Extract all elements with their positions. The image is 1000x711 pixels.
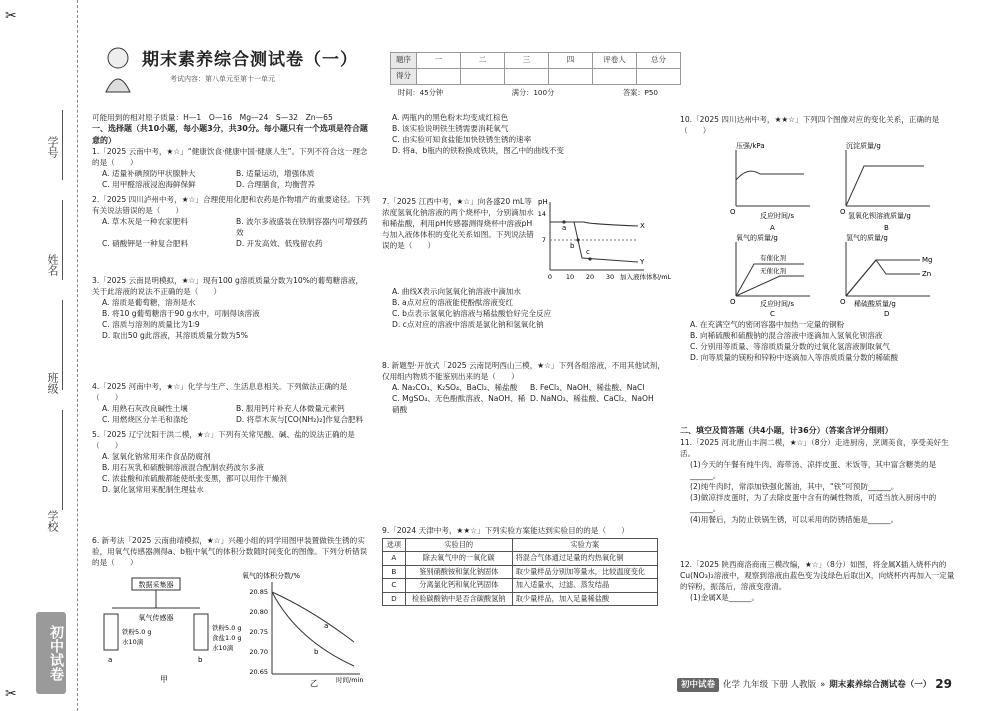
divider bbox=[62, 410, 63, 510]
svg-text:D: D bbox=[884, 310, 890, 318]
svg-text:a: a bbox=[562, 224, 567, 232]
svg-text:c: c bbox=[586, 248, 590, 256]
exam-title: 期末素养综合测试卷（一） bbox=[142, 50, 358, 70]
binding-margin bbox=[0, 0, 78, 711]
svg-text:O: O bbox=[730, 208, 736, 216]
divider bbox=[62, 300, 63, 390]
scissors-icon: ✂ bbox=[5, 8, 17, 24]
svg-text:20: 20 bbox=[585, 273, 595, 281]
svg-text:O: O bbox=[840, 298, 846, 306]
name-label: 姓名 bbox=[45, 254, 59, 276]
svg-text:b: b bbox=[198, 656, 203, 665]
graph-C bbox=[730, 233, 810, 318]
svg-text:O: O bbox=[730, 298, 736, 306]
svg-text:A: A bbox=[770, 224, 775, 232]
svg-text:pH: pH bbox=[538, 198, 548, 206]
question-12: 12.「2025 陕西商洛商南三模改编，★☆」（8分）如图，将金属X插入烧杯内的Cu(NO₃)₂溶液中，观察到溶液由蓝色变为浅绿色后取出X，向烧杯内再加入一定量的锌粉，振荡后，溶液变澄清。 (1)金属X是______。 bbox=[680, 559, 955, 602]
svg-text:14: 14 bbox=[537, 210, 546, 218]
svg-text:X: X bbox=[640, 222, 645, 230]
column-2 bbox=[382, 112, 672, 608]
svg-text:氧气的质量/g: 氧气的质量/g bbox=[736, 234, 778, 242]
column-1 bbox=[92, 112, 370, 688]
mascot-icon bbox=[100, 44, 136, 94]
curve-b bbox=[272, 592, 354, 666]
svg-text:O: O bbox=[840, 208, 846, 216]
svg-text:时间/min: 时间/min bbox=[336, 676, 364, 685]
svg-text:Mg: Mg bbox=[922, 256, 933, 264]
svg-text:氢氧化钡溶液质量/g: 氢氧化钡溶液质量/g bbox=[848, 212, 911, 220]
question-11: 11.「2025 河北唐山丰润二模，★☆」（8分）走进厨房，烹调美食，享受美好生活。 (1)今天的午餐有纯牛肉、海带汤、凉拌皮蛋、米饭等，其中富含糖类的是______。 (2)纯牛肉时，常添加铁强化酱油，其中，“铁”可预防______。 (3)做凉拌皮蛋时，为了去除皮蛋中含有的碱性物质，可适当放入厨房中的______。 (4)用餐后，为防止铁锅生锈，可以采用的防锈措施是______。 bbox=[680, 437, 949, 524]
svg-text:B: B bbox=[884, 224, 889, 232]
question-2: 2.「2025 四川泸州中考，★☆」合理使用化肥和农药是作物增产的重要途径。下列有关说法错误的是（ ） A. 草木灰是一种农家肥料 B. 波尔多液盛装在铁制容器内可增强药效 C. 硝酸钾是一种复合肥料 D. 开发高效、低残留农药 bbox=[92, 195, 371, 249]
svg-text:稀硫酸质量/g: 稀硫酸质量/g bbox=[854, 300, 896, 308]
question-10-options: A. 在充满空气的密闭容器中加热一定量的铜粉 B. 向稀硫酸和硫酸钠的混合溶液中逐滴加入氢氧化钡溶液 C. 分别用等质量、等溶质质量分数的过氧化氢溶液制取氧气 D. 向等质量的镁粉和锌粉中逐滴加入等溶质质量分数的稀硫酸 bbox=[690, 320, 899, 362]
b-label-2: 食盐1.0 g bbox=[212, 634, 242, 643]
question-6-options: A. 两瓶内的黑色粉末均变成红棕色 B. 该实验说明铁生锈需要消耗氧气 C. 由实验可知食盐能加快铁锈生锈的速率 D. 将a、b瓶内的铁粉换成铁块，图乙中的曲线不变 bbox=[392, 113, 565, 155]
q10-graphs bbox=[680, 136, 956, 316]
svg-text:b: b bbox=[570, 242, 575, 250]
svg-text:30: 30 bbox=[605, 273, 615, 281]
svg-text:反应时间/s: 反应时间/s bbox=[760, 212, 795, 220]
svg-text:0: 0 bbox=[547, 273, 553, 281]
question-7-options: A. 曲线X表示向氢氧化钠溶液中滴加水 B. a点对应的溶液能使酚酞溶液变红 C. b点表示氢氧化钠溶液与稀盐酸恰好完全反应 D. c点对应的溶液中溶质是氯化钠和氢氧化钠 bbox=[392, 287, 552, 329]
svg-text:有催化剂: 有催化剂 bbox=[760, 254, 786, 262]
svg-text:10: 10 bbox=[565, 273, 575, 281]
svg-text:a: a bbox=[324, 622, 329, 631]
svg-text:压强/kPa: 压强/kPa bbox=[736, 142, 765, 150]
question-5: 5.「2025 辽宁沈阳于洪二模，★☆」下列有关常见酸、碱、盐的说法正确的是（ ） A. 氢氧化钠常用来作食品防腐剂 B. 用石灰乳和硫酸铜溶液混合配制农药波尔多液 C. 浓盐酸和浓硫酸都能使纸张变黑，都可以用作干燥剂 D. 氯化氢常用来配制生理盐水 bbox=[92, 430, 355, 495]
svg-text:Zn: Zn bbox=[922, 270, 932, 278]
svg-text:氧气传感器: 氧气传感器 bbox=[138, 614, 174, 623]
svg-text:加入液体体积/mL: 加入液体体积/mL bbox=[620, 273, 672, 281]
svg-text:氢气的质量/g: 氢气的质量/g bbox=[846, 234, 888, 242]
question-9: 9.「2024 天津中考，★★☆」下列实验方案能达到实验目的的是（ ） 选项 实验目的 实验方案 A 除去氧气中的一氧化碳 将混合气体通过足量的灼热氧化铜 B 鉴别硝酸铵和氯化钠固体 取少量样品分别加等量水，比较温度变化 C 分离氯化钙和氧化钙固体 加入适量水，过滤、蒸发结晶 D 检验碳酸钠中是否含碳酸氢钠 取少量样品，加入足量稀盐酸 bbox=[382, 525, 668, 606]
svg-text:a: a bbox=[108, 656, 113, 665]
question-8: 8. 新题型·开放式「2025 云南昆明西山三模，★☆」下列各组溶液，不用其他试剂，仅用组内物质不能鉴别出来的是（ ） A. Na₂CO₃、K₂SO₄、BaCl₂、稀盐酸 B. FeCl₃、NaOH、稀盐酸、NaCl C. MgSO₄、无色酚酞溶液、NaOH、稀硝酸 D. NaNO₃、稀盐酸、CaCl₂、NaOH bbox=[382, 361, 665, 414]
scissors-icon: ✂ bbox=[5, 686, 17, 702]
class-label: 班级 bbox=[45, 372, 59, 394]
page-number: 29 bbox=[935, 677, 952, 691]
point-b bbox=[576, 238, 579, 241]
question-1: 1.「2025 云南中考，★☆」“健康饮食·健康中国·健康人生”。下列不符合这一理念的是（ ） A. 适量补碘预防甲状腺肿大 B. 适量运动，增强体质 C. 用甲醛溶液浸泡海鲜保鲜 D. 合理膳食，均衡营养 bbox=[92, 147, 368, 190]
question-6: 6. 新考法「2025 云南曲靖模拟，★☆」兴趣小组的同学用图甲装置做铁生锈的实验，用氧气传感器测得a、b瓶中氧气的体积分数随时间变化的图像。下列分析错误的是（ ） bbox=[92, 536, 368, 568]
score-table: 题序 一 二 三 四 评卷人 总分 得分 bbox=[390, 52, 681, 85]
question-7: 7.「2025 江西中考，★☆」向各盛20 mL等浓度氢氧化钠溶液的两个烧杯中，分别滴加水和稀盐酸，利用pH传感器测得烧杯中溶液pH与加入液体体积的变化关系如图。下列说法错误的是（ ） pH 14 7 a b c X Y 0 10 20 30 加入液体体积/mL bbox=[382, 196, 668, 286]
exam-meta: 时间：45分钟 满分：100分 答案：P50 bbox=[398, 88, 658, 97]
b-label-3: 水10滴 bbox=[212, 644, 234, 653]
a-label-1: 铁粉5.0 g bbox=[122, 628, 152, 637]
q9-table: 选项 实验目的 实验方案 A 除去氧气中的一氧化碳 将混合气体通过足量的灼热氧化铜 B 鉴别硝酸铵和氯化钠固体 取少量样品分别加等量水，比较温度变化 C 分离氯化钙和氧化钙固体 加入适量水，过滤、蒸发结晶 D 检验碳酸钠中是否含碳酸氢钠 取少量样品，加入足量稀盐酸 bbox=[382, 538, 658, 606]
bottle-a bbox=[104, 614, 118, 650]
svg-text:20.80: 20.80 bbox=[249, 608, 268, 617]
point-c bbox=[588, 257, 591, 260]
a-label-2: 水10滴 bbox=[122, 638, 144, 647]
q6-chart bbox=[249, 582, 363, 688]
svg-text:氧气的体积分数/%: 氧气的体积分数/% bbox=[242, 572, 301, 581]
brand-badge: 初中试卷 bbox=[36, 612, 66, 694]
b-label-1: 铁粉5.0 g bbox=[212, 624, 242, 633]
atomic-masses: 可能用到的相对原子质量：H—1 O—16 Mg—24 S—32 Zn—65 bbox=[92, 113, 333, 122]
q7-chart bbox=[534, 196, 672, 286]
graph-B bbox=[840, 141, 930, 232]
svg-text:20.85: 20.85 bbox=[249, 588, 268, 597]
page-footer: 初中试卷 化学 九年级 下册 人教版 » 期末素养综合测试卷（一） 29 bbox=[677, 676, 952, 693]
curve-a bbox=[272, 592, 354, 642]
svg-text:C: C bbox=[770, 310, 775, 318]
svg-text:甲: 甲 bbox=[160, 675, 168, 685]
school-label: 学校 bbox=[45, 510, 59, 532]
svg-text:b: b bbox=[314, 648, 319, 657]
section-2-title: 二、填空及简答题（共4小题，计36分）（答案含评分细则） bbox=[680, 426, 893, 435]
svg-text:数据采集器: 数据采集器 bbox=[138, 581, 174, 590]
svg-text:Y: Y bbox=[640, 258, 645, 266]
divider bbox=[62, 200, 63, 280]
question-10: 10.「2025 四川达州中考，★★☆」下列四个图像对应的变化关系，正确的是（ ） bbox=[680, 115, 940, 135]
svg-text:7: 7 bbox=[541, 236, 546, 244]
section-1-title: 一、选择题（共10小题，每小题3分，共30分。每小题只有一个选项是符合题意的） bbox=[92, 124, 368, 145]
divider bbox=[62, 110, 63, 180]
question-3: 3.「2025 云南昆明模拟，★☆」现有100 g溶质质量分数为10%的葡萄糖溶液，关于此溶液的说法不正确的是（ ） A. 溶质是葡萄糖，溶剂是水 B. 将10 g葡萄糖溶于90 g水中，可制得该溶液 C. 溶质与溶剂的质量比为1∶9 D. 取出50 g此溶液，其溶质质量分数为5% bbox=[92, 276, 364, 341]
student-id-label: 学号 bbox=[45, 136, 59, 158]
svg-text:20.65: 20.65 bbox=[249, 668, 268, 677]
question-4: 4.「2025 河南中考，★☆」化学与生产、生活息息相关。下列做法正确的是（ ） A. 用熟石灰改良碱性土壤 B. 服用钙片补充人体微量元素钙 C. 用燃烧区分羊毛和涤纶 D. 将草木灰与[CO(NH₂)₂]作复合肥料 bbox=[92, 382, 364, 425]
column-3 bbox=[680, 114, 956, 605]
svg-text:无催化剂: 无催化剂 bbox=[760, 267, 786, 275]
svg-text:反应时间/s: 反应时间/s bbox=[760, 300, 795, 308]
svg-text:沉淀质量/g: 沉淀质量/g bbox=[846, 142, 881, 150]
svg-text:乙: 乙 bbox=[310, 679, 318, 689]
q6-figure bbox=[92, 570, 370, 688]
svg-text:20.75: 20.75 bbox=[249, 628, 268, 637]
exam-scope: 考试内容：第八单元至第十一单元 bbox=[170, 75, 275, 83]
svg-text:20.70: 20.70 bbox=[249, 648, 268, 657]
graph-D bbox=[840, 233, 932, 318]
bottle-b bbox=[194, 614, 208, 650]
graph-A bbox=[730, 141, 810, 232]
